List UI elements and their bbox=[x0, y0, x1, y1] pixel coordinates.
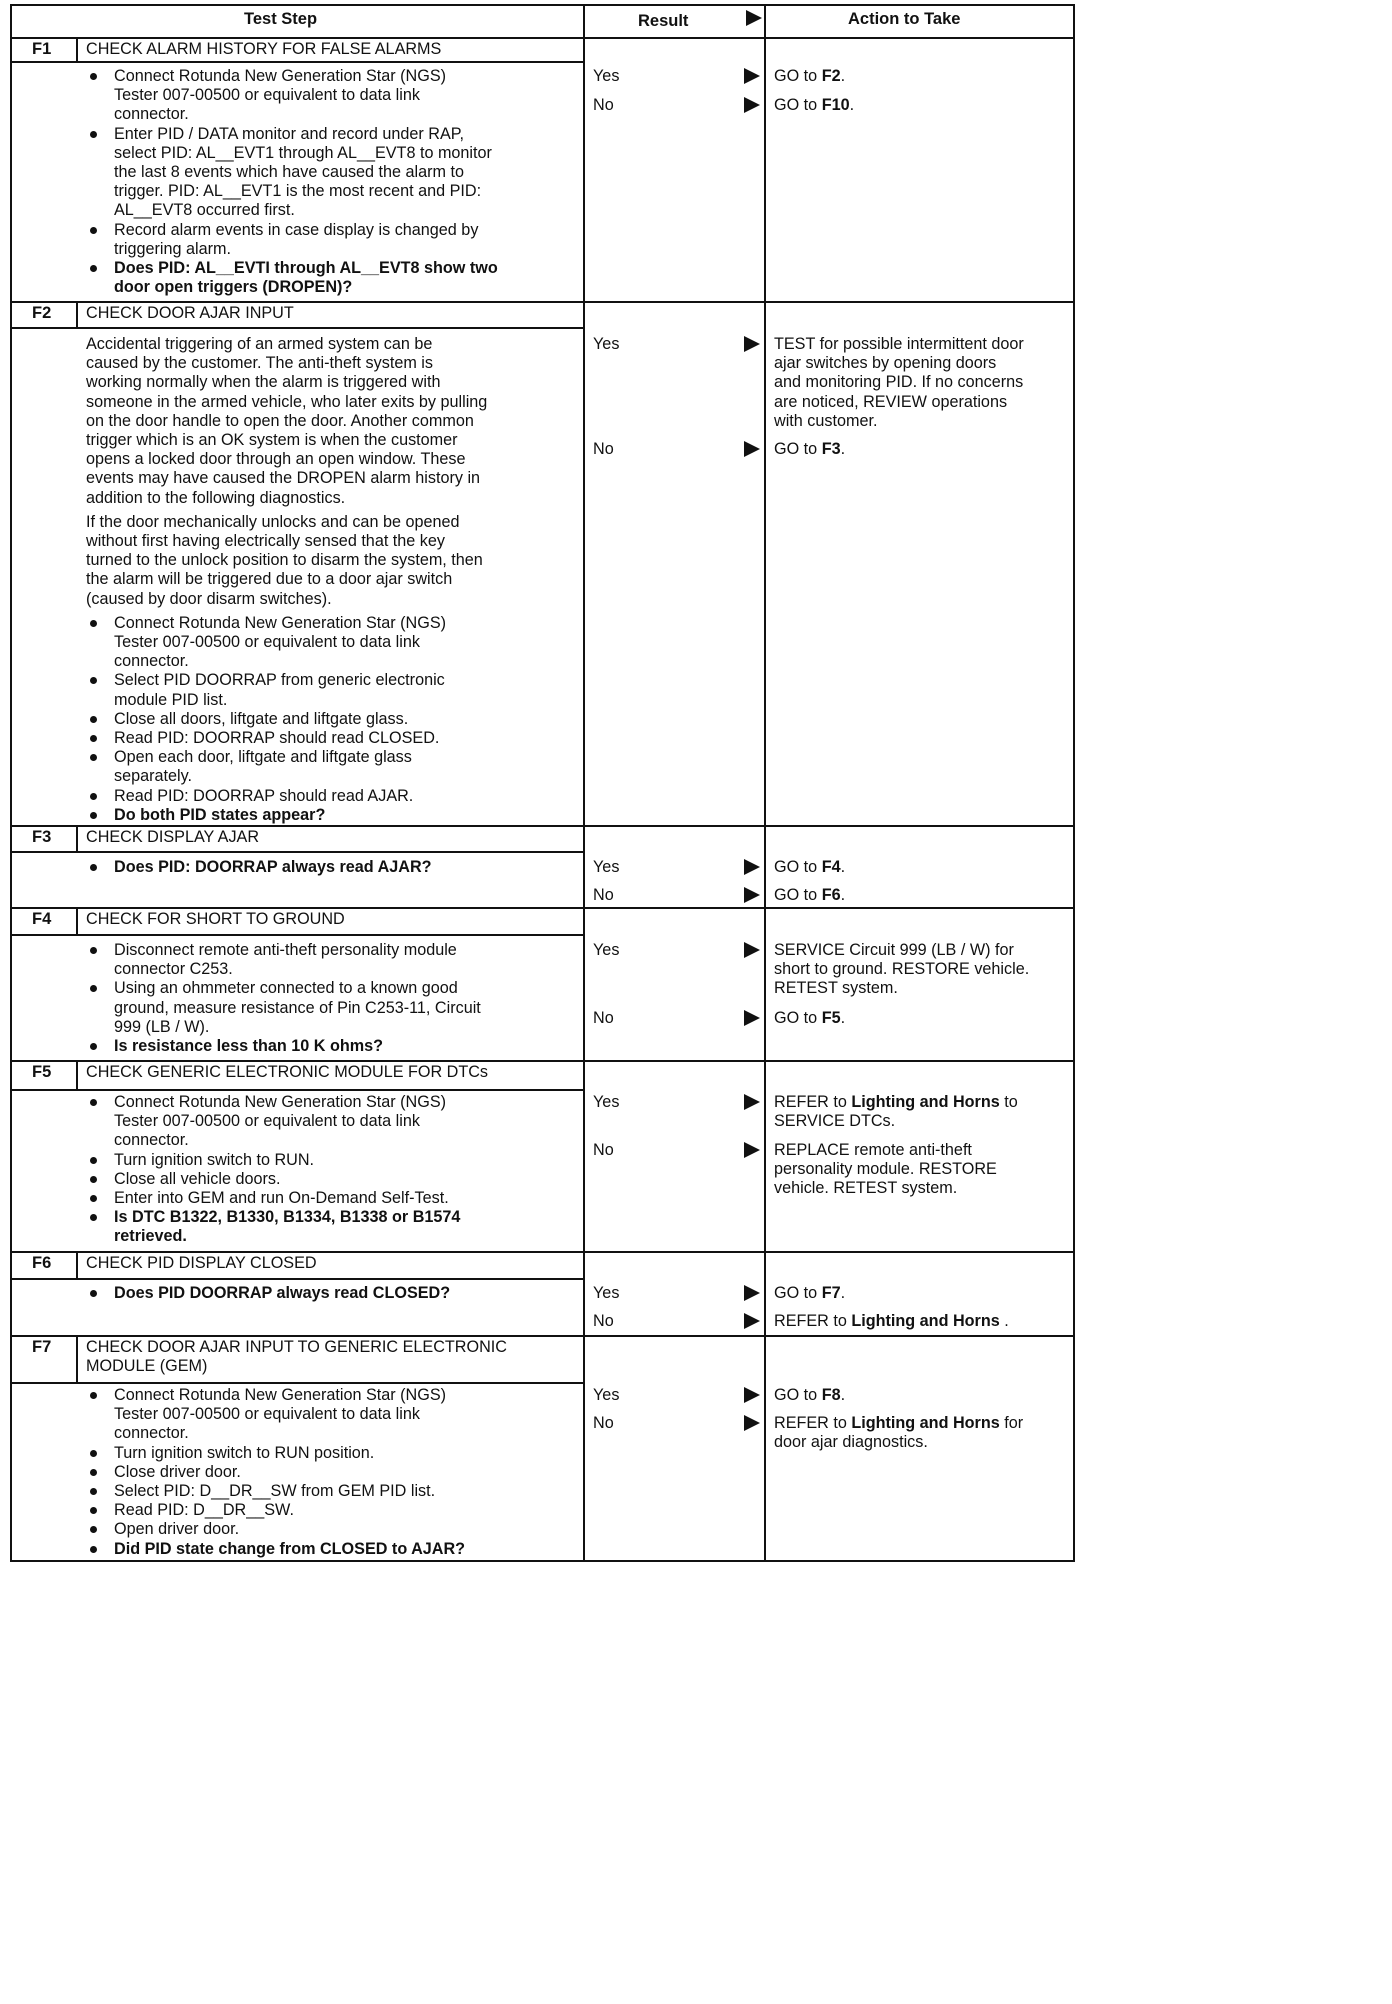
step-instruction-line: select PID: AL__EVT1 through AL__EVT8 to monitor bbox=[114, 143, 492, 162]
result-arrow-icon bbox=[744, 336, 760, 352]
step-title: CHECK ALARM HISTORY FOR FALSE ALARMS bbox=[86, 40, 442, 58]
bullet-icon bbox=[90, 716, 97, 723]
row-divider bbox=[10, 934, 583, 936]
step-paragraph-line: (caused by door disarm switches). bbox=[86, 589, 332, 608]
step-title: CHECK GENERIC ELECTRONIC MODULE FOR DTCs bbox=[86, 1063, 489, 1081]
row-divider bbox=[10, 1251, 1073, 1253]
column-divider bbox=[10, 4, 12, 1562]
action-line: GO to F3. bbox=[774, 440, 846, 458]
step-paragraph-line: someone in the armed vehicle, who later exits by pulling bbox=[86, 392, 488, 411]
result-no: No bbox=[593, 1009, 614, 1027]
column-divider bbox=[76, 301, 78, 327]
action-line: GO to F8. bbox=[774, 1386, 846, 1404]
result-arrow-icon bbox=[744, 1142, 760, 1158]
step-instruction-line: Turn ignition switch to RUN position. bbox=[114, 1443, 375, 1462]
column-divider bbox=[76, 37, 78, 61]
row-divider bbox=[10, 301, 1073, 303]
step-question-line: Does PID: AL__EVTI through AL__EVT8 show two bbox=[114, 259, 498, 277]
column-divider bbox=[76, 825, 78, 851]
row-divider bbox=[10, 1560, 1073, 1562]
step-paragraph-line: without first having electrically sensed that the key bbox=[86, 532, 446, 550]
result-no: No bbox=[593, 1414, 614, 1432]
result-arrow-icon bbox=[744, 942, 760, 958]
step-instruction-line: connector. bbox=[114, 1424, 189, 1443]
step-paragraph-line: the alarm will be triggered due to a door ajar switch bbox=[86, 570, 453, 589]
action-line: door ajar diagnostics. bbox=[774, 1433, 928, 1452]
step-instruction-line: Turn ignition switch to RUN. bbox=[114, 1150, 315, 1169]
bullet-icon bbox=[90, 620, 97, 627]
step-id-f5: F5 bbox=[32, 1063, 52, 1081]
step-id-f3: F3 bbox=[32, 828, 52, 846]
bullet-icon bbox=[90, 1507, 97, 1514]
action-line: REPLACE remote anti-theft bbox=[774, 1141, 972, 1159]
bullet-icon bbox=[90, 1195, 97, 1202]
step-question-line: Is DTC B1322, B1330, B1334, B1338 or B1574 bbox=[114, 1208, 461, 1227]
step-instruction-line: ground, measure resistance of Pin C253-11, Circuit bbox=[114, 998, 481, 1017]
row-divider bbox=[10, 327, 583, 329]
step-paragraph-line: trigger which is an OK system is when the customer bbox=[86, 431, 458, 449]
result-arrow-icon bbox=[744, 859, 760, 875]
step-paragraph-line: events may have caused the DROPEN alarm history in bbox=[86, 469, 481, 488]
step-question-line: Does PID: DOORRAP always read AJAR? bbox=[114, 858, 432, 876]
step-title-continued: MODULE (GEM) bbox=[86, 1357, 208, 1376]
step-question-line: Is resistance less than 10 K ohms? bbox=[114, 1037, 384, 1055]
row-divider bbox=[10, 851, 583, 853]
bullet-icon bbox=[90, 947, 97, 954]
step-instruction-line: the last 8 events which have caused the alarm to bbox=[114, 163, 465, 181]
step-title: CHECK FOR SHORT TO GROUND bbox=[86, 910, 345, 928]
row-divider bbox=[10, 1060, 1073, 1062]
step-instruction-line: triggering alarm. bbox=[114, 239, 231, 258]
step-instruction-line: Disconnect remote anti-theft personality module bbox=[114, 941, 457, 959]
header-test-step: Test Step bbox=[244, 10, 318, 28]
step-title: CHECK DOOR AJAR INPUT TO GENERIC ELECTRONIC bbox=[86, 1338, 507, 1356]
step-instruction-line: Using an ohmmeter connected to a known good bbox=[114, 979, 458, 998]
bullet-icon bbox=[90, 1157, 97, 1164]
action-line: short to ground. RESTORE vehicle. bbox=[774, 960, 1030, 979]
action-line: RETEST system. bbox=[774, 979, 898, 998]
column-divider bbox=[76, 907, 78, 934]
result-yes: Yes bbox=[593, 67, 620, 85]
step-instruction-line: Connect Rotunda New Generation Star (NGS) bbox=[114, 1386, 447, 1404]
step-paragraph-line: caused by the customer. The anti-theft system is bbox=[86, 354, 433, 373]
step-question-line: Did PID state change from CLOSED to AJAR? bbox=[114, 1539, 466, 1558]
step-instruction-line: Read PID: D__DR__SW. bbox=[114, 1501, 294, 1520]
step-title: CHECK PID DISPLAY CLOSED bbox=[86, 1254, 317, 1272]
step-instruction-line: Tester 007-00500 or equivalent to data link bbox=[114, 86, 420, 105]
bullet-icon bbox=[90, 131, 97, 138]
action-line: with customer. bbox=[774, 411, 878, 430]
result-arrow-icon bbox=[744, 1387, 760, 1403]
step-instruction-line: Tester 007-00500 or equivalent to data link bbox=[114, 633, 420, 651]
step-instruction-line: Read PID: DOORRAP should read AJAR. bbox=[114, 786, 414, 805]
step-instruction-line: connector C253. bbox=[114, 960, 233, 979]
bullet-icon bbox=[90, 1290, 97, 1297]
step-instruction-line: trigger. PID: AL__EVT1 is the most recent and PID: bbox=[114, 182, 482, 201]
column-divider bbox=[1073, 4, 1075, 1562]
action-line: GO to F7. bbox=[774, 1284, 846, 1302]
bullet-icon bbox=[90, 735, 97, 742]
bullet-icon bbox=[90, 754, 97, 761]
result-yes: Yes bbox=[593, 1386, 620, 1404]
step-paragraph-line: turned to the unlock position to disarm the system, then bbox=[86, 551, 483, 570]
step-instruction-line: Select PID DOORRAP from generic electronic bbox=[114, 671, 445, 690]
step-id-f6: F6 bbox=[32, 1254, 52, 1272]
step-instruction-line: Open driver door. bbox=[114, 1520, 240, 1539]
step-title: CHECK DISPLAY AJAR bbox=[86, 828, 260, 846]
bullet-icon bbox=[90, 1214, 97, 1221]
result-arrow-icon bbox=[744, 1313, 760, 1329]
step-instruction-line: Close driver door. bbox=[114, 1462, 241, 1481]
result-no: No bbox=[593, 96, 614, 114]
step-instruction-line: separately. bbox=[114, 767, 192, 786]
bullet-icon bbox=[90, 793, 97, 800]
step-paragraph-line: If the door mechanically unlocks and can be opened bbox=[86, 512, 460, 531]
action-line: vehicle. RETEST system. bbox=[774, 1179, 958, 1198]
step-instruction-line: Tester 007-00500 or equivalent to data link bbox=[114, 1112, 420, 1131]
action-line: personality module. RESTORE bbox=[774, 1160, 997, 1179]
step-instruction-line: connector. bbox=[114, 652, 189, 671]
step-instruction-line: Open each door, liftgate and liftgate glass bbox=[114, 748, 412, 767]
step-id-f4: F4 bbox=[32, 910, 52, 928]
step-instruction-line: module PID list. bbox=[114, 690, 228, 709]
step-paragraph-line: working normally when the alarm is triggered with bbox=[86, 373, 441, 392]
step-id-f7: F7 bbox=[32, 1338, 52, 1356]
bullet-icon bbox=[90, 677, 97, 684]
action-line: GO to F5. bbox=[774, 1009, 846, 1027]
result-arrow-icon bbox=[744, 1094, 760, 1110]
step-question-line: door open triggers (DROPEN)? bbox=[114, 278, 353, 297]
action-line: REFER to Lighting and Horns for bbox=[774, 1414, 1024, 1432]
action-line: ajar switches by opening doors bbox=[774, 354, 997, 373]
action-line: GO to F4. bbox=[774, 858, 846, 876]
step-instruction-line: connector. bbox=[114, 1131, 189, 1150]
step-instruction-line: Record alarm events in case display is changed by bbox=[114, 220, 479, 239]
step-paragraph-line: on the door handle to open the door. Another common bbox=[86, 411, 474, 430]
column-divider bbox=[76, 1335, 78, 1382]
header-result: Result bbox=[638, 12, 689, 30]
action-line: REFER to Lighting and Horns . bbox=[774, 1312, 1009, 1330]
result-arrow-icon bbox=[744, 887, 760, 903]
bullet-icon bbox=[90, 1450, 97, 1457]
result-yes: Yes bbox=[593, 1093, 620, 1111]
result-yes: Yes bbox=[593, 1284, 620, 1302]
header-arrow-icon bbox=[746, 10, 762, 26]
bullet-icon bbox=[90, 1546, 97, 1553]
action-line: TEST for possible intermittent door bbox=[774, 335, 1024, 353]
step-instruction-line: Enter PID / DATA monitor and record under RAP, bbox=[114, 124, 464, 143]
step-question-line: retrieved. bbox=[114, 1227, 187, 1246]
step-instruction-line: Select PID: D__DR__SW from GEM PID list. bbox=[114, 1482, 436, 1500]
action-line: GO to F2. bbox=[774, 67, 846, 85]
column-divider bbox=[764, 4, 766, 1562]
action-line: are noticed, REVIEW operations bbox=[774, 392, 1008, 411]
step-id-f2: F2 bbox=[32, 304, 52, 322]
step-instruction-line: Close all vehicle doors. bbox=[114, 1169, 281, 1188]
column-divider bbox=[583, 4, 585, 1562]
bullet-icon bbox=[90, 1043, 97, 1050]
result-arrow-icon bbox=[744, 1415, 760, 1431]
step-instruction-line: Connect Rotunda New Generation Star (NGS) bbox=[114, 67, 447, 85]
step-title: CHECK DOOR AJAR INPUT bbox=[86, 304, 294, 322]
step-instruction-line: Connect Rotunda New Generation Star (NGS) bbox=[114, 1093, 447, 1111]
result-no: No bbox=[593, 1141, 614, 1159]
bullet-icon bbox=[90, 1526, 97, 1533]
step-instruction-line: Tester 007-00500 or equivalent to data link bbox=[114, 1405, 420, 1424]
result-arrow-icon bbox=[744, 441, 760, 457]
bullet-icon bbox=[90, 1488, 97, 1495]
action-line: REFER to Lighting and Horns to bbox=[774, 1093, 1018, 1111]
row-divider bbox=[10, 1089, 583, 1091]
bullet-icon bbox=[90, 73, 97, 80]
row-divider bbox=[10, 1278, 583, 1280]
bullet-icon bbox=[90, 812, 97, 819]
row-divider bbox=[10, 1382, 583, 1384]
step-question-line: Do both PID states appear? bbox=[114, 805, 326, 824]
step-instruction-line: 999 (LB / W). bbox=[114, 1017, 210, 1036]
result-arrow-icon bbox=[744, 1010, 760, 1026]
step-paragraph-line: addition to the following diagnostics. bbox=[86, 488, 346, 507]
result-arrow-icon bbox=[744, 1285, 760, 1301]
row-divider bbox=[10, 4, 1073, 6]
step-instruction-line: Close all doors, liftgate and liftgate glass. bbox=[114, 709, 409, 728]
bullet-icon bbox=[90, 1469, 97, 1476]
action-line: SERVICE DTCs. bbox=[774, 1112, 896, 1131]
result-arrow-icon bbox=[744, 68, 760, 84]
step-instruction-line: Connect Rotunda New Generation Star (NGS) bbox=[114, 613, 447, 632]
action-line: SERVICE Circuit 999 (LB / W) for bbox=[774, 941, 1014, 959]
result-yes: Yes bbox=[593, 941, 620, 959]
action-line: GO to F10. bbox=[774, 96, 855, 114]
result-no: No bbox=[593, 1312, 614, 1330]
header-action-to-take: Action to Take bbox=[848, 10, 961, 28]
row-divider bbox=[10, 825, 1073, 827]
bullet-icon bbox=[90, 265, 97, 272]
step-instruction-line: AL__EVT8 occurred first. bbox=[114, 201, 295, 220]
column-divider bbox=[76, 1251, 78, 1278]
row-divider bbox=[10, 37, 1073, 39]
step-instruction-line: Enter into GEM and run On-Demand Self-Test. bbox=[114, 1189, 449, 1207]
result-yes: Yes bbox=[593, 858, 620, 876]
column-divider bbox=[76, 1060, 78, 1089]
result-no: No bbox=[593, 886, 614, 904]
step-paragraph-line: opens a locked door through an open window. These bbox=[86, 450, 466, 469]
bullet-icon bbox=[90, 1176, 97, 1183]
row-divider bbox=[10, 1335, 1073, 1337]
row-divider bbox=[10, 61, 583, 63]
step-instruction-line: connector. bbox=[114, 105, 189, 124]
bullet-icon bbox=[90, 864, 97, 871]
action-line: and monitoring PID. If no concerns bbox=[774, 373, 1024, 392]
result-yes: Yes bbox=[593, 335, 620, 353]
bullet-icon bbox=[90, 1099, 97, 1106]
step-id-f1: F1 bbox=[32, 40, 52, 58]
step-instruction-line: Read PID: DOORRAP should read CLOSED. bbox=[114, 729, 440, 747]
bullet-icon bbox=[90, 1392, 97, 1399]
result-arrow-icon bbox=[744, 97, 760, 113]
bullet-icon bbox=[90, 227, 97, 234]
step-question-line: Does PID DOORRAP always read CLOSED? bbox=[114, 1284, 451, 1302]
result-no: No bbox=[593, 440, 614, 458]
bullet-icon bbox=[90, 985, 97, 992]
action-line: GO to F6. bbox=[774, 886, 846, 904]
row-divider bbox=[10, 907, 1073, 909]
step-paragraph-line: Accidental triggering of an armed system can be bbox=[86, 335, 433, 353]
